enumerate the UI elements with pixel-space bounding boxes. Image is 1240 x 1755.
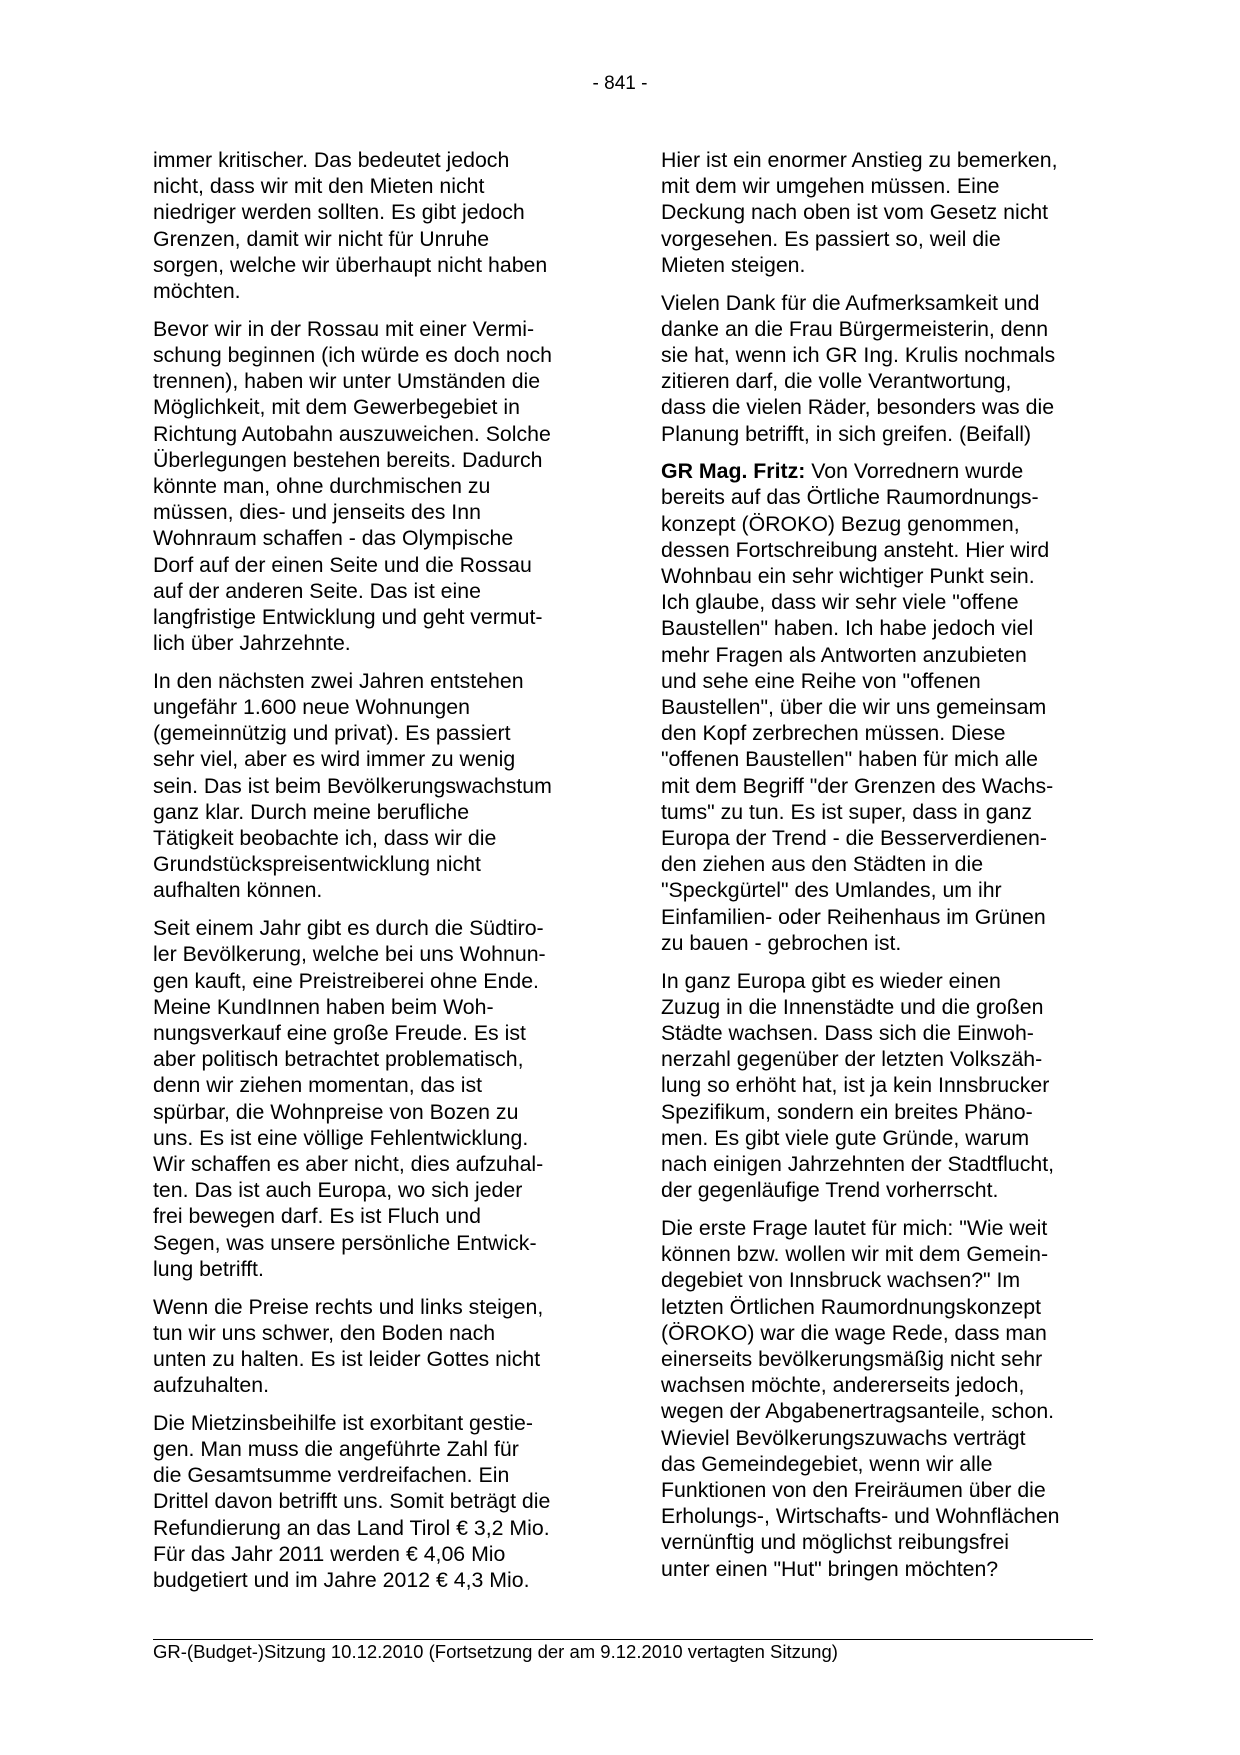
text-line: nach einigen Jahrzehnten der Stadtflucht, bbox=[661, 1152, 1055, 1177]
text-line: sorgen, welche wir überhaupt nicht haben bbox=[153, 252, 548, 277]
paragraph bbox=[661, 1215, 1097, 1582]
text-line: konzept (ÖROKO) Bezug genommen, bbox=[661, 511, 1020, 536]
text-line: das Gemeindegebiet, wenn wir alle bbox=[661, 1451, 993, 1476]
text-line: "offenen Baustellen" haben für mich alle bbox=[661, 747, 1039, 772]
text-line: zu bauen - gebrochen ist. bbox=[661, 930, 902, 955]
text-line: einerseits bevölkerungsmäßig nicht sehr bbox=[661, 1346, 1043, 1371]
paragraph bbox=[661, 290, 1097, 447]
text-line: uns. Es ist eine völlige Fehlentwicklung. bbox=[153, 1125, 529, 1150]
text-line: In den nächsten zwei Jahren entstehen bbox=[153, 668, 524, 693]
speech-text: Von Vorrednern wurde bbox=[805, 459, 1024, 484]
text-line: Bevor wir in der Rossau mit einer Vermi- bbox=[153, 316, 535, 341]
text-line: lung betrifft. bbox=[153, 1256, 264, 1281]
paragraph bbox=[153, 147, 589, 304]
text-line: ten. Das ist auch Europa, wo sich jeder bbox=[153, 1178, 523, 1203]
text-line: ler Bevölkerung, welche bei uns Wohnun- bbox=[153, 942, 546, 967]
paragraph bbox=[661, 147, 1097, 278]
text-line: lich über Jahrzehnte. bbox=[153, 631, 351, 656]
text-line: frei bewegen darf. Es ist Fluch und bbox=[153, 1204, 481, 1229]
text-line: nicht, dass wir mit den Mieten nicht bbox=[153, 174, 485, 199]
text-line: Mieten steigen. bbox=[661, 252, 806, 277]
text-line: mit dem Begriff "der Grenzen des Wachs- bbox=[661, 773, 1054, 798]
text-line: aufhalten können. bbox=[153, 878, 323, 903]
text-line: sehr viel, aber es wird immer zu wenig bbox=[153, 747, 516, 772]
text-line: danke an die Frau Bürgermeisterin, denn bbox=[661, 316, 1049, 341]
text-line: Meine KundInnen haben beim Woh- bbox=[153, 994, 494, 1019]
text-line: Einfamilien- oder Reihenhaus im Grünen bbox=[661, 904, 1046, 929]
text-line: unter einen "Hut" bringen möchten? bbox=[661, 1556, 999, 1581]
text-line: wegen der Abgabenertragsanteile, schon. bbox=[661, 1399, 1055, 1424]
text-line: und sehe eine Reihe von "offenen bbox=[661, 668, 981, 693]
text-line: Ich glaube, dass wir sehr viele "offene bbox=[661, 590, 1019, 615]
text-line: können bzw. wollen wir mit dem Gemein- bbox=[661, 1242, 1049, 1267]
page-number: - 841 - bbox=[592, 73, 648, 94]
text-line: nungsverkauf eine große Freude. Es ist bbox=[153, 1021, 526, 1045]
text-line: men. Es gibt viele gute Gründe, warum bbox=[661, 1125, 1030, 1150]
text-line: unten zu halten. Es ist leider Gottes nicht bbox=[153, 1346, 541, 1371]
text-line: wachsen möchte, andererseits jedoch, bbox=[661, 1373, 1025, 1398]
text-line: auf der anderen Seite. Das ist eine bbox=[153, 578, 481, 603]
text-line: denn wir ziehen momentan, das ist bbox=[153, 1073, 483, 1098]
text-line: möchten. bbox=[153, 279, 241, 304]
speech-lines bbox=[661, 484, 1097, 956]
text-line: Funktionen von den Freiräumen über die bbox=[661, 1477, 1046, 1502]
text-line: gen. Man muss die angeführte Zahl für bbox=[153, 1437, 519, 1462]
text-line: degebiet von Innsbruck wachsen?" Im bbox=[661, 1268, 1021, 1293]
text-line: Spezifikum, sondern ein breites Phäno- bbox=[661, 1099, 1033, 1124]
text-line: mit dem wir umgehen müssen. Eine bbox=[661, 174, 1000, 199]
text-line bbox=[661, 458, 1097, 484]
text-line: tun wir uns schwer, den Boden nach bbox=[153, 1320, 496, 1345]
footer-text: GR-(Budget-)Sitzung 10.12.2010 (Fortsetzung der am 9.12.2010 vertagten Sitzung) bbox=[153, 1641, 838, 1662]
text-line: Europa der Trend - die Besserverdienen- bbox=[661, 826, 1047, 851]
text-line: sein. Das ist beim Bevölkerungswachstum bbox=[153, 773, 552, 798]
right-column bbox=[661, 147, 1097, 1593]
text-line: dessen Fortschreibung ansteht. Hier wird bbox=[661, 537, 1050, 562]
text-line: ganz klar. Durch meine berufliche bbox=[153, 799, 470, 824]
text-line: ungefähr 1.600 neue Wohnungen bbox=[153, 695, 470, 720]
text-line: In ganz Europa gibt es wieder einen bbox=[661, 968, 1001, 993]
left-column bbox=[153, 147, 589, 1605]
text-line: Tätigkeit beobachte ich, dass wir die bbox=[153, 826, 497, 851]
text-line: Erholungs-, Wirtschafts- und Wohnflächen bbox=[661, 1504, 1060, 1529]
text-line: der gegenläufige Trend vorherrscht. bbox=[661, 1178, 999, 1203]
text-line: Für das Jahr 2011 werden € 4,06 Mio bbox=[153, 1541, 506, 1566]
text-line: Wir schaffen es aber nicht, dies aufzuhal- bbox=[153, 1152, 544, 1177]
text-line: aufzuhalten. bbox=[153, 1373, 270, 1398]
text-line: Wohnraum schaffen - das Olympische bbox=[153, 526, 514, 551]
text-line: Wenn die Preise rechts und links steigen, bbox=[153, 1294, 544, 1319]
text-line: Städte wachsen. Dass sich die Einwoh- bbox=[661, 1021, 1034, 1045]
text-line: immer kritischer. Das bedeutet jedoch bbox=[153, 148, 510, 172]
text-line: Baustellen" haben. Ich habe jedoch viel bbox=[661, 616, 1034, 641]
text-line: Grenzen, damit wir nicht für Unruhe bbox=[153, 226, 490, 251]
text-line: nerzahl gegenüber der letzten Volkszäh- bbox=[661, 1047, 1043, 1072]
paragraph bbox=[153, 1410, 589, 1593]
text-line: aber politisch betrachtet problematisch, bbox=[153, 1047, 524, 1072]
text-line: den Kopf zerbrechen müssen. Diese bbox=[661, 721, 1006, 746]
text-line: sie hat, wenn ich GR Ing. Krulis nochmals bbox=[661, 342, 1056, 367]
text-line: budgetiert und im Jahre 2012 € 4,3 Mio. bbox=[153, 1568, 530, 1593]
text-line: (ÖROKO) war die wage Rede, dass man bbox=[661, 1320, 1047, 1345]
paragraph bbox=[153, 915, 589, 1282]
paragraph bbox=[153, 316, 589, 657]
text-line: bereits auf das Örtliche Raumordnungs- bbox=[661, 485, 1039, 510]
text-line: trennen), haben wir unter Umständen die bbox=[153, 369, 541, 394]
text-line: (gemeinnützig und privat). Es passiert bbox=[153, 721, 511, 746]
text-line: Drittel davon betrifft uns. Somit beträgt die bbox=[153, 1489, 551, 1514]
text-line: müssen, dies- und jenseits des Inn bbox=[153, 500, 481, 525]
text-line: Die Mietzinsbeihilfe ist exorbitant gestie- bbox=[153, 1410, 533, 1435]
text-line: "Speckgürtel" des Umlandes, um ihr bbox=[661, 878, 1002, 903]
text-line: gen kauft, eine Preistreiberei ohne Ende. bbox=[153, 968, 539, 993]
text-line: Grundstückspreisentwicklung nicht bbox=[153, 852, 481, 877]
text-line: Deckung nach oben ist vom Gesetz nicht bbox=[661, 200, 1049, 225]
text-line: Vielen Dank für die Aufmerksamkeit und bbox=[661, 290, 1040, 315]
paragraph bbox=[153, 1294, 589, 1399]
text-line: vernünftig und möglichst reibungsfrei bbox=[661, 1530, 1010, 1555]
text-line: Überlegungen bestehen bereits. Dadurch bbox=[153, 447, 543, 472]
text-line: tums" zu tun. Es ist super, dass in ganz bbox=[661, 799, 1032, 824]
text-line: den ziehen aus den Städten in die bbox=[661, 852, 984, 877]
text-line: dass die vielen Räder, besonders was die bbox=[661, 395, 1055, 420]
text-line: Refundierung an das Land Tirol € 3,2 Mio. bbox=[153, 1515, 550, 1540]
text-line: niedriger werden sollten. Es gibt jedoch bbox=[153, 200, 525, 225]
text-line: Wohnbau ein sehr wichtiger Punkt sein. bbox=[661, 564, 1035, 589]
footer-divider bbox=[153, 1639, 1093, 1640]
text-line: Richtung Autobahn auszuweichen. Solche bbox=[153, 421, 551, 446]
text-line: letzten Örtlichen Raumordnungskonzept bbox=[661, 1294, 1042, 1319]
paragraph bbox=[661, 968, 1097, 1204]
text-line: könnte man, ohne durchmischen zu bbox=[153, 473, 491, 498]
speaker-name: GR Mag. Fritz: bbox=[661, 459, 806, 484]
text-line: spürbar, die Wohnpreise von Bozen zu bbox=[153, 1099, 519, 1124]
text-line: mehr Fragen als Antworten anzubieten bbox=[661, 642, 1027, 667]
text-line: Möglichkeit, mit dem Gewerbegebiet in bbox=[153, 395, 520, 420]
text-line: lung so erhöht hat, ist ja kein Innsbrucker bbox=[661, 1073, 1050, 1098]
text-line: schung beginnen (ich würde es doch noch bbox=[153, 342, 552, 367]
paragraph bbox=[153, 668, 589, 904]
text-line: Segen, was unsere persönliche Entwick- bbox=[153, 1230, 537, 1255]
text-line: Seit einem Jahr gibt es durch die Südtiro- bbox=[153, 916, 544, 941]
text-line: die Gesamtsumme verdreifachen. Ein bbox=[153, 1463, 510, 1488]
text-line: vorgesehen. Es passiert so, weil die bbox=[661, 226, 1001, 251]
text-line: Die erste Frage lautet für mich: "Wie weit bbox=[661, 1215, 1048, 1240]
text-line: Baustellen", über die wir uns gemeinsam bbox=[661, 695, 1047, 720]
text-line: Zuzug in die Innenstädte und die großen bbox=[661, 994, 1044, 1019]
text-line: zitieren darf, die volle Verantwortung, bbox=[661, 369, 1012, 394]
text-line: Planung betrifft, in sich greifen. (Beifall) bbox=[661, 421, 1032, 446]
speech-paragraph bbox=[661, 458, 1097, 956]
text-line: Wieviel Bevölkerungszuwachs verträgt bbox=[661, 1425, 1026, 1450]
text-line: Dorf auf der einen Seite und die Rossau bbox=[153, 552, 532, 577]
text-line: Hier ist ein enormer Anstieg zu bemerken, bbox=[661, 148, 1058, 172]
text-line: langfristige Entwicklung und geht vermut- bbox=[153, 604, 543, 629]
